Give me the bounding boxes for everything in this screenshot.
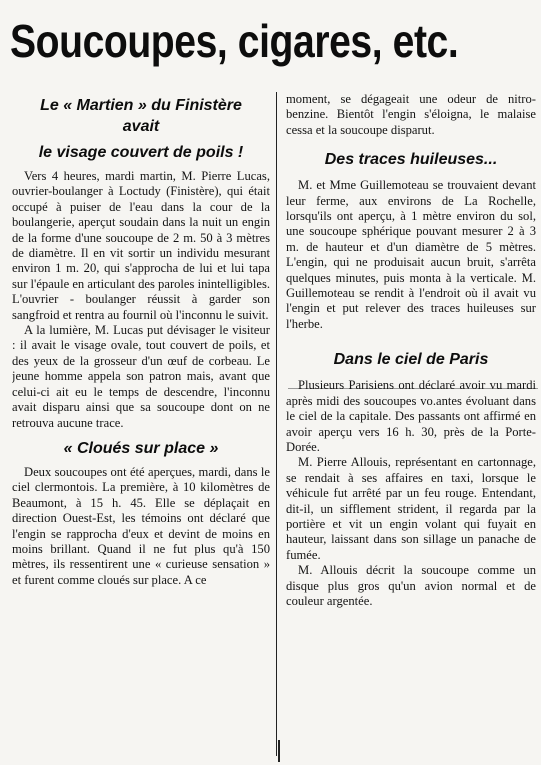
finistere-title-line3: le visage couvert de poils !	[38, 144, 244, 161]
traces-paragraph-1: M. et Mme Guillemoteau se trouvaient devant leur ferme, aux environs de La Rochelle, lorsqu'ils ont aperçu, à 1 mètre environ du sol, une soucoupe sphérique pouvant mesurer 2 à 3 m. de hauteur et d'un diamètre de 5 mètres. L'engin, qui ne produisait aucun bruit, s'arrêta quelques minutes, puis monta à la verticale. M. Guillemoteau se rendit à l'endroit où il avait vu l'engin et put relever des traces huileuses sur l'herbe.	[286, 178, 536, 331]
finistere-title-line2: avait	[122, 118, 160, 135]
paris-paragraph-1: Plusieurs Parisiens ont déclaré avoir vu mardi après midi des soucoupes vo.antes évoluant dans le ciel de la capitale. Des passants ont affirmé en avoir aperçu vers 16 h. 30, près de la Porte-Dorée.	[286, 378, 536, 454]
traces-title: Des traces huileuses...	[324, 151, 498, 169]
finistere-paragraph-2: A la lumière, M. Lucas put dévisager le visiteur : il avait le visage ovale, tout couvert de poils, et des yeux de la grosseur d'un œuf de corbeau. Le jeune homme appela son patron mais, avant que celui-ci ait eu le temps de descendre, l'inconnu avait disparu ainsi que sa soucoupe dont on ne retrouva aucune trace.	[12, 323, 270, 430]
cloues-paragraph-1-continued: moment, se dégageait une odeur de nitro-benzine. Bientôt l'engin s'éloigna, le malaise cessa et la soucoupe disparut.	[286, 92, 536, 137]
finistere-title-line1: Le « Martien » du Finistère	[40, 97, 242, 114]
column-divider-tick	[278, 740, 280, 762]
headline: Soucoupes, cigares, etc.	[10, 15, 459, 67]
finistere-paragraph-1: Vers 4 heures, mardi martin, M. Pierre Lucas, ouvrier-boulanger à Loctudy (Finistère), qui était occupé à puiser de l'eau dans la cour de la boulangerie, aperçut soudain dans la nuit un engin de la forme d'une soucoupe de 2 m. 50 à 3 mètres de diamètre. Il en vit sortir un individu mesurant environ 1 m. 20, qui s'approcha de lui et lui tapa sur l'épaule en articulant des paroles inintelligibles. L'ouvrier - boulanger réussit à garder son sangfroid et rentra au fournil où l'inconnu le suivit.	[12, 169, 270, 322]
right-column	[286, 92, 536, 757]
paris-paragraph-3: M. Allouis décrit la soucoupe comme un disque plus gros qu'un avion normal et de couleur argentée.	[286, 563, 536, 608]
cloues-title: « Cloués sur place »	[63, 439, 219, 457]
paris-paragraph-2: M. Pierre Allouis, représentant en cartonnage, se rendait à ses affaires en taxi, lorsque le véhicule fut arrêté par un feu rouge. Entendant, dit-il, un sifflement strident, il regarda par la portière et vit un engin volant qui fuyait en hauteur, laissant dans son sillage un panache de fumée.	[286, 455, 536, 562]
paris-title: Dans le ciel de Paris	[333, 351, 489, 369]
cloues-paragraph-1: Deux soucoupes ont été aperçues, mardi, dans le ciel clermontois. La première, à 10 kilomètres de Beaumont, à 15 h. 45. Elle se déplaçait en direction Ouest-Est, les témoins ont déclaré que l'engin se rapprocha d'eux et devint de moins en moins brillant. Quand il ne fut plus qu'à 150 mètres, ils ressentirent une « curieuse sensation » et furent comme cloués sur place. A ce	[12, 464, 270, 587]
left-column	[12, 96, 270, 761]
column-divider	[276, 92, 277, 756]
